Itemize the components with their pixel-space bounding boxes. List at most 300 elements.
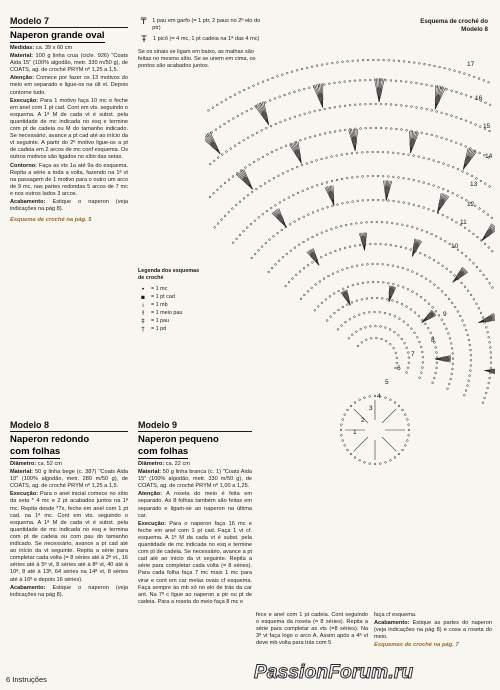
chain-stitch xyxy=(228,179,230,181)
chain-stitch xyxy=(441,112,443,114)
chain-stitch xyxy=(337,204,339,206)
chain-stitch xyxy=(325,254,327,256)
chain-stitch xyxy=(243,139,245,141)
chain-stitch xyxy=(489,186,491,188)
chain-stitch xyxy=(395,245,397,247)
chain-stitch xyxy=(411,226,413,228)
model8-title: Naperon redondo xyxy=(10,434,90,445)
chain-stitch xyxy=(372,199,374,201)
chain-stitch xyxy=(292,168,294,170)
chain-stitch xyxy=(278,175,280,177)
chain-stitch xyxy=(238,142,240,144)
chain-stitch xyxy=(414,312,416,314)
chain-stitch xyxy=(284,94,286,96)
chain-stitch xyxy=(285,145,287,147)
chain-stitch xyxy=(393,283,395,285)
chain-stitch xyxy=(356,300,358,302)
chain-stitch xyxy=(418,315,420,317)
chain-stitch xyxy=(250,223,252,225)
chain-stitch xyxy=(490,357,492,359)
chain-stitch xyxy=(217,223,219,225)
chain-stitch xyxy=(282,173,284,175)
note-item: Ŧ 1 picô (= 4 mc, 1 pt cadeia na 1ª das 4 mc) xyxy=(138,36,263,45)
chain-stitch xyxy=(298,90,300,92)
model9-continuation: fece e anel com 1 pt cadeia. Cont seguindo o esquema da roseta (= 8 séries). Repita a série para completar as vts (=8 séries). Na 3ª vt faça logo o arco A. Assim após a 4ª vt deve mb volta para trás com 5 xyxy=(256,612,368,647)
model7-material: Material: 100 g linha crua (cicle. 926) "Coats Aida 15" (100% algodão, metr. 330 m/50 g), de COATS, ag. de croché PRYM nº 1,25 a 1,5. xyxy=(10,53,128,74)
round-number: 4 xyxy=(377,393,381,400)
chain-stitch xyxy=(396,301,398,303)
chain-stitch xyxy=(436,362,438,364)
chain-stitch xyxy=(457,168,459,170)
chain-stitch xyxy=(419,377,421,379)
chain-stitch xyxy=(314,110,316,112)
chain-stitch xyxy=(364,461,366,463)
chain-stitch xyxy=(419,252,421,254)
round-number: 10 xyxy=(451,243,459,250)
chain-stitch xyxy=(350,453,352,455)
chain-stitch xyxy=(337,329,339,331)
chain-stitch xyxy=(354,245,356,247)
chain-stitch xyxy=(396,223,398,225)
chain-stitch xyxy=(470,122,472,124)
chain-stitch xyxy=(361,264,363,266)
chain-stitch xyxy=(243,89,245,91)
round-number: 16 xyxy=(475,95,483,102)
round-number: 2 xyxy=(361,417,365,424)
chain-stitch xyxy=(364,79,366,81)
chain-stitch xyxy=(253,85,255,87)
chain-stitch xyxy=(319,281,321,283)
chain-stitch xyxy=(462,320,464,322)
chain-stitch xyxy=(298,218,300,220)
chain-stitch xyxy=(224,215,226,217)
chain-stitch xyxy=(447,388,449,390)
chain-stitch xyxy=(354,402,356,404)
chain-stitch xyxy=(452,192,454,194)
chain-stitch xyxy=(303,88,305,90)
chain-stitch xyxy=(319,134,321,136)
round-number: 5 xyxy=(385,379,389,386)
chain-stitch xyxy=(256,188,258,190)
chain-stitch xyxy=(433,259,435,261)
chain-stitch xyxy=(321,64,323,66)
divider xyxy=(10,431,128,432)
stitch-post xyxy=(382,437,396,451)
chain-stitch xyxy=(395,352,397,354)
chain-stitch xyxy=(351,266,353,268)
chain-stitch xyxy=(307,188,309,190)
chain-stitch xyxy=(326,157,328,159)
model8-column xyxy=(10,420,128,600)
chain-stitch xyxy=(408,61,410,63)
chain-stitch xyxy=(317,306,319,308)
chain-stitch xyxy=(351,177,353,179)
chain-stitch xyxy=(446,88,448,90)
chain-stitch xyxy=(344,414,346,416)
chain-stitch xyxy=(436,135,438,137)
chain-stitch xyxy=(217,157,219,159)
chain-stitch xyxy=(355,222,357,224)
chain-stitch xyxy=(261,130,263,132)
chain-stitch xyxy=(490,367,492,369)
chain-stitch xyxy=(375,243,377,245)
chain-stitch xyxy=(319,109,321,111)
chain-stitch xyxy=(289,93,291,95)
chain-stitch xyxy=(338,309,340,311)
chain-stitch xyxy=(268,271,270,273)
chain-stitch xyxy=(337,271,339,273)
chain-stitch xyxy=(382,151,384,153)
chain-stitch xyxy=(424,254,426,256)
chain-stitch xyxy=(448,383,450,385)
chain-stitch xyxy=(352,284,354,286)
chain-stitch xyxy=(359,399,361,401)
single-crochet-icon: ı xyxy=(142,301,144,309)
note-item: Se os sinais se ligam em baixo, as malhas são feitas no mesmo sítio. Se se unem em cima, os pontos são acabados juntos. xyxy=(138,49,256,69)
chain-stitch xyxy=(365,127,367,129)
chain-stitch xyxy=(243,198,245,200)
chain-stitch xyxy=(442,188,444,190)
chain-stitch xyxy=(411,106,413,108)
chain-stitch xyxy=(341,178,343,180)
chain-stitch xyxy=(463,394,465,396)
chain-stitch xyxy=(462,171,464,173)
chain-stitch xyxy=(464,227,466,229)
chain-stitch xyxy=(334,312,336,314)
chain-stitch xyxy=(271,267,273,269)
chain-stitch xyxy=(376,337,378,339)
chain-stitch xyxy=(398,60,400,62)
chain-stitch xyxy=(379,463,381,465)
chain-stitch xyxy=(400,105,402,107)
chain-stitch xyxy=(454,70,456,72)
chain-stitch xyxy=(329,83,331,85)
chain-stitch xyxy=(275,204,277,206)
chain-stitch xyxy=(416,228,418,230)
stitch-post xyxy=(354,437,368,451)
chain-stitch xyxy=(423,157,425,159)
chain-stitch xyxy=(408,203,410,205)
model7-finish: Acabamento: Estique o naperon (veja indicações na pág 8). xyxy=(10,198,128,213)
forked-stitch-icon: ₸ xyxy=(140,17,147,27)
chain-stitch xyxy=(325,299,327,301)
chain-stitch xyxy=(398,334,400,336)
model8-diameter: Diâmetro: ca. 52 cm xyxy=(10,461,62,467)
model7-execution: Execução: Para 1 motivo faça 10 mc e feche em anel com 1 pt cad. Cont em vts. seguindo o esquema. A 1ª M de cada vt é subst. pela quantidade de mc indicada no esq e termine com pt de cadeia ou M do tamanho indicado. Se necessário, avance a pt cad até ao início da vt seguinte. A partir do 2º motivo ligue-os a pt de cadeia em 2 arcos de mc conf esquema. Os outros motivos são ligados no sítio das setas. xyxy=(10,97,128,161)
chain-stitch xyxy=(396,357,398,359)
chain-stitch xyxy=(237,115,239,117)
chain-stitch xyxy=(380,103,382,105)
model7-scheme-ref: Esquema de croché na pág. 5 xyxy=(10,217,92,224)
chain-stitch xyxy=(258,249,260,251)
model9-label: Modelo 9 xyxy=(138,420,178,430)
legend-title: Legenda dos esquemas de croché xyxy=(138,268,200,281)
chain-stitch xyxy=(375,103,377,105)
chain-stitch xyxy=(422,367,424,369)
chain-stitch xyxy=(331,180,333,182)
chain-stitch xyxy=(234,145,236,147)
chain-stitch xyxy=(468,339,470,341)
chain-stitch xyxy=(365,339,367,341)
chain-stitch xyxy=(232,208,234,210)
chain-stitch xyxy=(427,327,429,329)
chain-stitch xyxy=(388,59,390,61)
chain-stitch xyxy=(477,236,479,238)
chain-stitch xyxy=(369,463,371,465)
divider xyxy=(138,431,252,432)
model9-title: Naperon pequeno xyxy=(138,434,219,445)
chain-stitch xyxy=(421,83,423,85)
chain-stitch xyxy=(224,123,226,125)
chain-stitch xyxy=(465,146,467,148)
chain-stitch xyxy=(342,288,344,290)
chain-stitch xyxy=(444,240,446,242)
chain-stitch xyxy=(209,163,211,165)
chain-stitch xyxy=(377,199,379,201)
chain-stitch xyxy=(403,202,405,204)
chain-stitch xyxy=(480,312,482,314)
chain-stitch xyxy=(456,116,458,118)
chain-stitch xyxy=(374,311,376,313)
chain-stitch xyxy=(317,210,319,212)
chain-stitch xyxy=(347,202,349,204)
leaf-motif xyxy=(440,357,449,362)
chain-stitch xyxy=(434,284,436,286)
chain-stitch xyxy=(350,405,352,407)
chain-stitch xyxy=(349,80,351,82)
chain-stitch xyxy=(479,126,481,128)
chain-stitch xyxy=(278,260,280,262)
chain-stitch xyxy=(294,116,296,118)
chain-stitch xyxy=(449,69,451,71)
chain-stitch xyxy=(307,264,309,266)
chain-stitch xyxy=(349,104,351,106)
chain-stitch xyxy=(344,81,346,83)
chain-stitch xyxy=(375,325,377,327)
chain-stitch xyxy=(426,231,428,233)
chain-stitch xyxy=(435,235,437,237)
chain-stitch xyxy=(357,200,359,202)
leaf-motif xyxy=(412,242,419,252)
chain-stitch xyxy=(395,80,397,82)
chain-stitch xyxy=(467,290,469,292)
chain-stitch xyxy=(304,138,306,140)
chain-stitch xyxy=(220,186,222,188)
chain-stitch xyxy=(354,457,356,459)
chain-stitch xyxy=(324,108,326,110)
chain-stitch xyxy=(390,128,392,130)
chain-stitch xyxy=(469,375,471,377)
chain-stitch xyxy=(347,286,349,288)
chain-stitch xyxy=(331,156,333,158)
chain-stitch xyxy=(246,110,248,112)
chain-stitch xyxy=(484,397,486,399)
chain-stitch xyxy=(390,459,392,461)
chain-stitch xyxy=(341,434,343,436)
chain-stitch xyxy=(314,135,316,137)
chain-stitch xyxy=(371,221,373,223)
chain-stitch xyxy=(276,149,278,151)
chain-stitch xyxy=(488,382,490,384)
chain-stitch xyxy=(326,230,328,232)
chain-stitch xyxy=(394,402,396,404)
chain-stitch xyxy=(275,264,277,266)
chain-stitch xyxy=(226,151,228,153)
chain-stitch xyxy=(396,362,398,364)
chain-stitch xyxy=(224,182,226,184)
chain-stitch xyxy=(275,123,277,125)
chain-stitch xyxy=(465,94,467,96)
chain-stitch xyxy=(209,196,211,198)
round-number: 9 xyxy=(443,311,447,318)
chain-stitch xyxy=(346,267,348,269)
chain-stitch xyxy=(303,267,305,269)
chain-stitch xyxy=(366,298,368,300)
chain-stitch xyxy=(367,151,369,153)
chain-stitch xyxy=(380,243,382,245)
chain-stitch xyxy=(249,164,251,166)
chain-stitch xyxy=(413,155,415,157)
chain-stitch xyxy=(405,247,407,249)
chain-stitch xyxy=(339,106,341,108)
chain-stitch xyxy=(484,183,486,185)
treble-crochet-icon: † xyxy=(141,325,145,333)
chain-stitch xyxy=(374,463,376,465)
page-footer: 6 Instruções xyxy=(6,675,47,684)
chain-stitch xyxy=(476,266,478,268)
chain-stitch xyxy=(433,160,435,162)
chain-stitch xyxy=(361,152,363,154)
chain-stitch xyxy=(339,130,341,132)
chain-stitch xyxy=(349,318,351,320)
model8-execution: Execução: Para o anel inicial comece no sítio da seta * 4 mc e 2 pt acabados juntos na 1ª mc. Repita desde *7x, feche em anel com 1 pt cad. na 1ª mc. Cont em vts. seguindo o esquema. A 1ª M de cada vt é subst. pela quantidade de mc indicada no esq e termina com pt de cadeia ou com pau do tamanho indicado. Se necessário, avance a pt cad até ao início da vt seguinte. Repita a série para completar cada volta (= 8 séries até à 2ª vt., 16 séries até à 5ª vt, 8 séries até à 8ª vt, 40 até à 10ª, 8 até à 13ª, 64 séries na 14ª vt, 8 séries até à 16ª e depois 16 séries). xyxy=(10,491,128,583)
chain-stitch xyxy=(372,151,374,153)
chain-stitch xyxy=(404,342,406,344)
chain-stitch xyxy=(471,175,473,177)
chain-stitch xyxy=(444,67,446,69)
chain-stitch xyxy=(421,319,423,321)
chain-stitch xyxy=(269,100,271,102)
chain-stitch xyxy=(492,287,494,289)
chain-stitch xyxy=(416,82,418,84)
chain-stitch xyxy=(451,302,453,304)
chain-stitch xyxy=(211,132,213,134)
chain-stitch xyxy=(258,217,260,219)
chain-stitch xyxy=(260,185,262,187)
chain-stitch xyxy=(342,269,344,271)
chain-stitch xyxy=(331,228,333,230)
chain-stitch xyxy=(321,302,323,304)
chain-stitch xyxy=(431,233,433,235)
chain-stitch xyxy=(272,77,274,79)
chain-stitch xyxy=(468,380,470,382)
chain-stitch xyxy=(213,192,215,194)
chain-stitch xyxy=(234,94,236,96)
model9-material: Material: 50 g linha branca (c. 1) "Coats Aida 15" (100% algodão, metr. 330 m/50 g), de COATS, ag. de croché PRYM nº 1,00 a 1,25. xyxy=(138,469,252,490)
half-double-icon: ł xyxy=(142,309,144,317)
chain-stitch xyxy=(379,311,381,313)
chain-stitch xyxy=(408,154,410,156)
chain-stitch xyxy=(443,163,445,165)
chain-stitch xyxy=(334,106,336,108)
model8-label: Modelo 8 xyxy=(10,420,50,430)
chain-stitch xyxy=(347,449,349,451)
chain-stitch xyxy=(461,197,463,199)
chain-stitch xyxy=(399,318,401,320)
chain-stitch xyxy=(370,337,372,339)
chain-stitch xyxy=(321,183,323,185)
chain-stitch xyxy=(413,179,415,181)
chain-stitch xyxy=(416,107,418,109)
chain-stitch xyxy=(382,199,384,201)
chain-stitch xyxy=(221,101,223,103)
chain-stitch xyxy=(423,207,425,209)
chain-stitch xyxy=(440,238,442,240)
chain-stitch xyxy=(385,340,387,342)
chain-stitch xyxy=(345,224,347,226)
model7-column xyxy=(10,16,128,225)
chain-stitch xyxy=(400,80,402,82)
chain-stitch xyxy=(429,257,431,259)
chain-stitch xyxy=(372,263,374,265)
chain-stitch xyxy=(309,112,311,114)
chain-stitch xyxy=(478,78,480,80)
chain-stitch xyxy=(485,102,487,104)
chain-stitch xyxy=(216,104,218,106)
chain-stitch xyxy=(478,307,480,309)
chain-stitch xyxy=(230,148,232,150)
model9-title-line2: com folhas xyxy=(138,446,189,457)
chain-stitch xyxy=(362,200,364,202)
chain-stitch xyxy=(406,419,408,421)
chain-stitch xyxy=(485,392,487,394)
chain-stitch xyxy=(280,147,282,149)
chain-stitch xyxy=(357,176,359,178)
chain-stitch xyxy=(483,274,485,276)
model7-title: Naperon grande oval xyxy=(10,30,105,41)
chain-stitch xyxy=(387,176,389,178)
chain-stitch xyxy=(408,434,410,436)
chain-stitch xyxy=(289,118,291,120)
chain-stitch xyxy=(387,298,389,300)
chain-stitch xyxy=(253,161,255,163)
chain-stitch xyxy=(470,294,472,296)
model7-contour: Contorno: Faça as vts 1a até 9a do esquema. Repita a série a toda a volta, fazendo na 1ª vt na passagem de 1 motivo para o outro um arco de 9 mc, nas partes redondas 5 arcos de 7 mc e nos outros lados 3 arcos. xyxy=(10,162,128,197)
chain-stitch xyxy=(382,282,384,284)
chain-stitch xyxy=(428,303,430,305)
chain-stitch xyxy=(359,244,361,246)
chain-stitch xyxy=(322,208,324,210)
chain-stitch xyxy=(299,114,301,116)
chain-stitch xyxy=(298,244,300,246)
chain-stitch xyxy=(394,331,396,333)
chain-stitch xyxy=(421,107,423,109)
chain-stitch xyxy=(221,219,223,221)
chain-stitch xyxy=(338,290,340,292)
chain-stitch xyxy=(357,60,359,62)
chain-stitch xyxy=(356,265,358,267)
chain-stitch xyxy=(456,221,458,223)
chain-stitch xyxy=(375,127,377,129)
chain-stitch xyxy=(385,397,387,399)
chain-stitch xyxy=(396,128,398,130)
model8-material: Material: 50 g linha bege (c. 387) "Coats Aida 10" (100% algodão, metr. 280 m/50 g), de COATS, ag. de croché PRYM nº 1,25 a 1,5. xyxy=(10,469,128,490)
chain-stitch xyxy=(418,180,420,182)
model7-measures: Medidas: ca. 39 x 60 cm xyxy=(10,45,73,51)
chain-stitch xyxy=(448,298,450,300)
chain-stitch xyxy=(350,223,352,225)
chain-stitch xyxy=(439,66,441,68)
